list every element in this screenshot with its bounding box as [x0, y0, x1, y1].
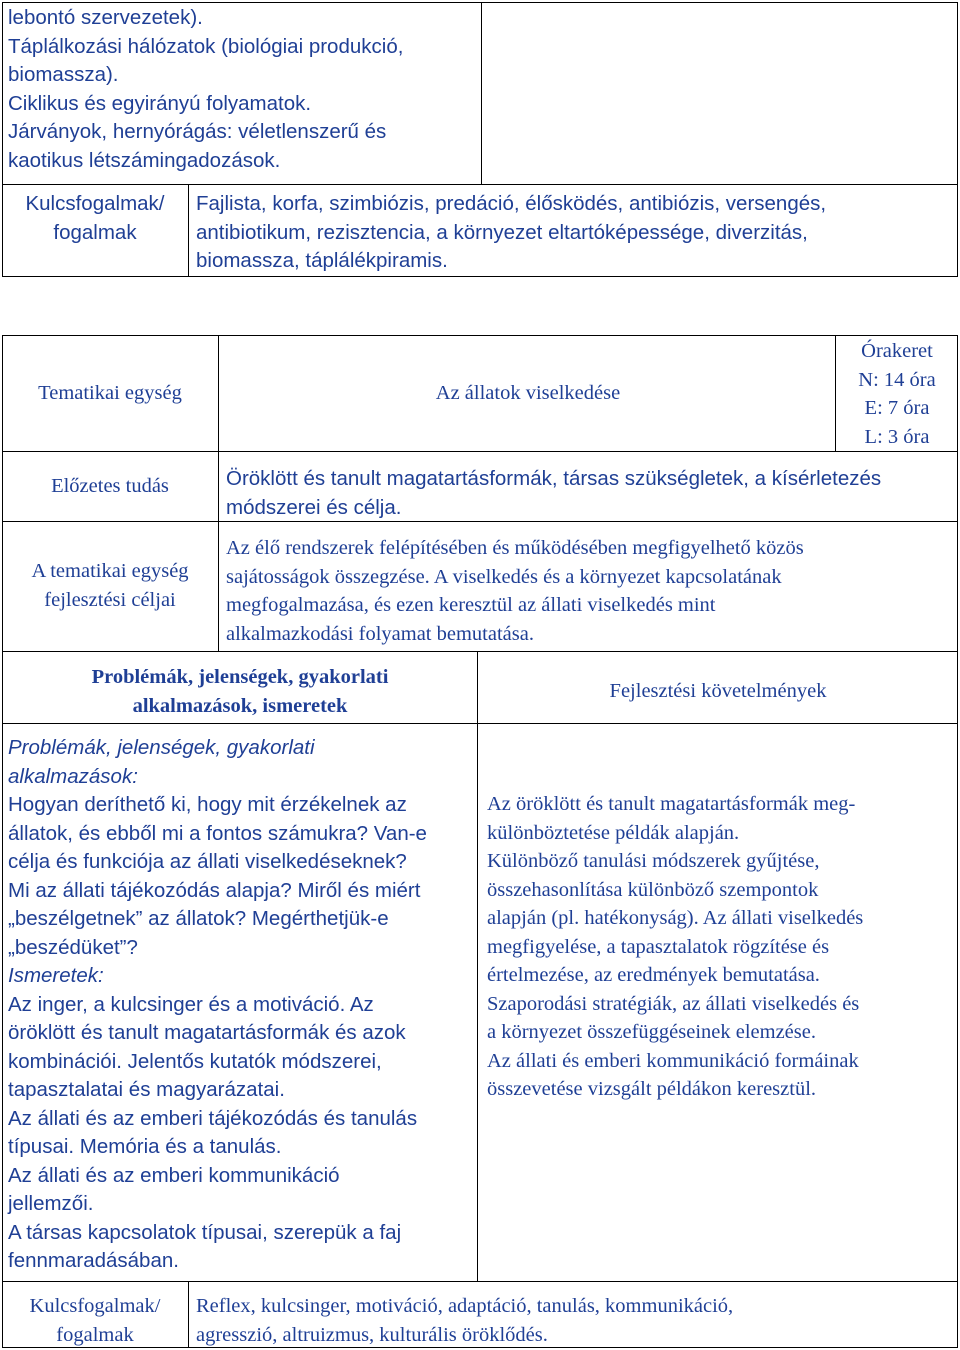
- label-line: Kulcsfogalmak/: [25, 192, 165, 215]
- hours-line: N: 14 óra: [858, 368, 936, 391]
- top-key-terms: [196, 190, 954, 276]
- text-line: Mi az állati tájékozódás alapja? Miről és miért: [8, 878, 421, 902]
- text-line: Az állati és az emberi kommunikáció: [8, 1163, 340, 1187]
- text-line: alkalmazások:: [8, 764, 138, 788]
- text-line: fennmaradásában.: [8, 1249, 179, 1272]
- text-line: Különböző tanulási módszerek gyűjtése,: [487, 850, 820, 872]
- text-line: öröklött és tanult magatartásformák és azok: [8, 1021, 406, 1044]
- text-line: tapasztalatai és magyarázatai.: [8, 1078, 285, 1101]
- hours-box: [838, 337, 956, 451]
- text-line: Az állati és az emberi tájékozódás és tanulás: [8, 1106, 418, 1130]
- text-line: Ismeretek:: [8, 964, 104, 987]
- goals-text: [226, 534, 954, 648]
- text-line: összehasonlítása különböző szempontok: [487, 878, 819, 901]
- problems-body: [8, 734, 474, 1276]
- header-line: Problémák, jelenségek, gyakorlati: [91, 666, 389, 688]
- text-line: „beszélgetnek” az állatok? Megérthetjük-e: [8, 907, 389, 930]
- hours-line: Órakeret: [861, 340, 933, 362]
- key-terms-line: biomassza, táplálékpiramis.: [196, 249, 448, 272]
- requirements-header: Fejlesztési követelmények: [609, 680, 827, 702]
- text-line: típusai. Memória és a tanulás.: [8, 1135, 282, 1158]
- text-line: biomassza).: [8, 63, 119, 86]
- thematic-unit-label: Tematikai egység: [38, 382, 182, 404]
- text-line: Hogyan deríthető ki, hogy mit érzékelnek az: [8, 793, 407, 816]
- text-line: sajátosságok összegzése. A viselkedés és a környezet kapcsolatának: [226, 565, 782, 588]
- text-line: értelmezése, az eredmények bemutatása.: [487, 964, 820, 986]
- text-line: Problémák, jelenségek, gyakorlati: [8, 736, 315, 759]
- label-line: fogalmak: [53, 220, 137, 244]
- text-line: Táplálkozási hálózatok (biológiai produkció,: [8, 34, 404, 58]
- text-line: „beszédüket”?: [8, 935, 138, 959]
- text-line: Ciklikus és egyirányú folyamatok.: [8, 91, 312, 115]
- text-line: alapján (pl. hatékonyság). Az állati viselkedés: [487, 907, 864, 929]
- problems-header: [4, 663, 476, 720]
- hours-line: E: 7 óra: [864, 397, 930, 419]
- top-key-label: [4, 190, 186, 247]
- prior-knowledge-label: Előzetes tudás: [51, 475, 169, 497]
- text-line: alkalmazkodási folyamat bemutatása.: [226, 622, 534, 645]
- text-line: Az állati és emberi kommunikáció formáinak: [487, 1049, 859, 1072]
- goals-label: [4, 557, 216, 614]
- key-terms-line: Reflex, kulcsinger, motiváció, adaptáció, tanulás, kommunikáció,: [196, 1295, 734, 1317]
- text-line: Járványok, hernyórágás: véletlenszerű és: [8, 120, 387, 143]
- text-line: módszerei és célja.: [226, 495, 402, 519]
- unit-key-terms: [196, 1292, 954, 1349]
- text-line: Öröklött és tanult magatartásformák, társas szükségletek, a kísérletezés: [226, 467, 882, 490]
- text-line: jellemzői.: [8, 1192, 94, 1215]
- key-terms-line: Fajlista, korfa, szimbiózis, predáció, élősködés, antibiózis, versengés,: [196, 192, 827, 215]
- unit-title: Az állatok viselkedése: [435, 382, 621, 404]
- text-line: kaotikus létszámingadozások.: [8, 148, 281, 172]
- text-line: célja és funkciója az állati viselkedéseknek?: [8, 850, 407, 873]
- key-terms-line: antibiotikum, rezisztencia, a környezet eltartóképessége, diverzitás,: [196, 220, 808, 244]
- label-line: fejlesztési céljai: [44, 588, 176, 611]
- text-line: lebontó szervezetek).: [8, 6, 203, 29]
- text-line: Az élő rendszerek felépítésében és működésében megfigyelhető közös: [226, 537, 804, 559]
- text-line: Az inger, a kulcsinger és a motiváció. Az: [8, 992, 374, 1016]
- prior-knowledge-text: [226, 465, 954, 522]
- top-left-content: [8, 4, 478, 175]
- text-line: különböztetése példák alapján.: [487, 821, 740, 844]
- text-line: megfogalmazása, és ezen keresztül az állati viselkedés mint: [226, 594, 716, 616]
- text-line: összevetése vizsgált példákon keresztül.: [487, 1078, 817, 1100]
- requirements-body: [487, 790, 953, 1104]
- text-line: A társas kapcsolatok típusai, szerepük a faj: [8, 1220, 402, 1244]
- text-line: állatok, és ebből mi a fontos számukra? Van-e: [8, 821, 427, 845]
- unit-key-label: [4, 1292, 186, 1349]
- key-terms-line: agresszió, altruizmus, kulturális öröklődés.: [196, 1323, 548, 1346]
- label-line: Kulcsfogalmak/: [29, 1295, 161, 1317]
- header-line: alkalmazások, ismeretek: [132, 694, 348, 717]
- text-line: megfigyelése, a tapasztalatok rögzítése és: [487, 935, 830, 958]
- text-line: kombinációi. Jelentős kutatók módszerei,: [8, 1049, 382, 1073]
- text-line: Szaporodási stratégiák, az állati viselkedés és: [487, 992, 860, 1015]
- hours-line: L: 3 óra: [864, 425, 930, 448]
- text-line: Az öröklött és tanult magatartásformák meg-: [487, 793, 856, 815]
- label-line: fogalmak: [56, 1323, 134, 1346]
- text-line: a környezet összefüggéseinek elemzése.: [487, 1021, 816, 1043]
- label-line: A tematikai egység: [31, 560, 189, 582]
